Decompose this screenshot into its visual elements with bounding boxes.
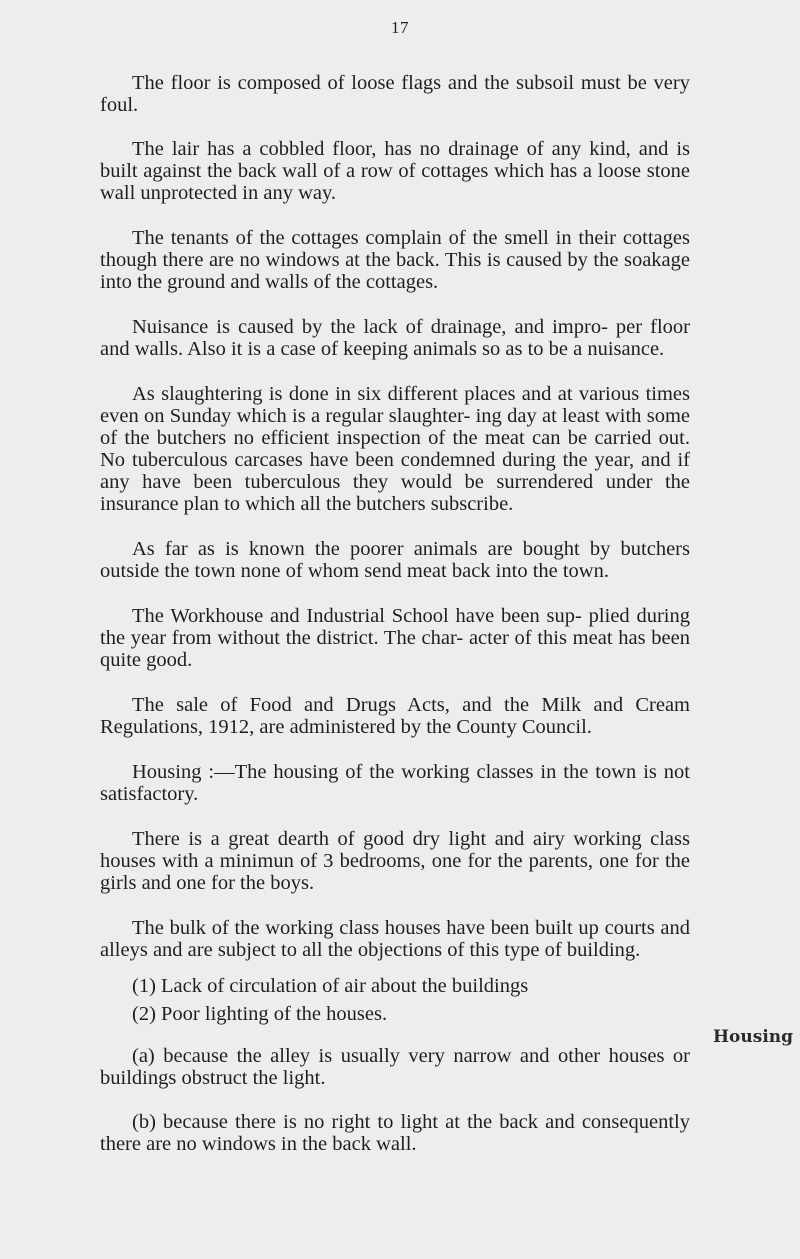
sub-item-b: (b) because there is no right to light at the back and consequently there are no windows in the back wall. <box>100 1111 690 1155</box>
list-item-circulation: (1) Lack of circulation of air about the buildings <box>132 975 529 997</box>
marginal-note-housing: Housing <box>713 1027 794 1047</box>
body-text <box>100 72 690 1178</box>
paragraph-food-drugs: The sale of Food and Drugs Acts, and the Milk and Cream Regulations, 1912, are administered by the County Council. <box>100 694 690 738</box>
paragraph-bulk: The bulk of the working class houses have been built up courts and alleys and are subject to all the objections of this type of building. <box>100 917 690 961</box>
paragraph-slaughtering: As slaughtering is done in six different places and at various times even on Sunday which is a regular slaughter- ing day at least with some of the butchers no efficient inspection of the meat can be carried out. No tuberculous carcases have been condemned during the year, and if any have been tuberculous they would be surrendered under the insurance plan to which all the butchers subscribe. <box>100 383 690 515</box>
paragraph-lair: The lair has a cobbled floor, has no drainage of any kind, and is built against the back wall of a row of cottages which has a loose stone wall unprotected in any way. <box>100 138 690 204</box>
paragraph-workhouse: The Workhouse and Industrial School have been sup- plied during the year from without the district. The char- acter of this meat has been quite good. <box>100 605 690 671</box>
paragraph-nuisance: Nuisance is caused by the lack of drainage, and impro- per floor and walls. Also it is a case of keeping animals so as to be a nuisance. <box>100 316 690 360</box>
paragraph-housing: Housing :—The housing of the working classes in the town is not satisfactory. <box>100 761 690 805</box>
paragraph-floor: The floor is composed of loose flags and the subsoil must be very foul. <box>100 72 690 116</box>
paragraph-dearth: There is a great dearth of good dry light and airy working class houses with a minimun of 3 bedrooms, one for the parents, one for the girls and one for the boys. <box>100 828 690 894</box>
list-item-lighting: (2) Poor lighting of the houses. <box>132 1003 388 1025</box>
sub-item-a: (a) because the alley is usually very narrow and other houses or buildings obstruct the light. <box>100 1045 690 1089</box>
paragraph-tenants: The tenants of the cottages complain of the smell in their cottages though there are no windows at the back. This is caused by the soakage into the ground and walls of the cottages. <box>100 227 690 293</box>
paragraph-animals: As far as is known the poorer animals are bought by butchers outside the town none of whom send meat back into the town. <box>100 538 690 582</box>
page-number: 17 <box>391 18 409 37</box>
